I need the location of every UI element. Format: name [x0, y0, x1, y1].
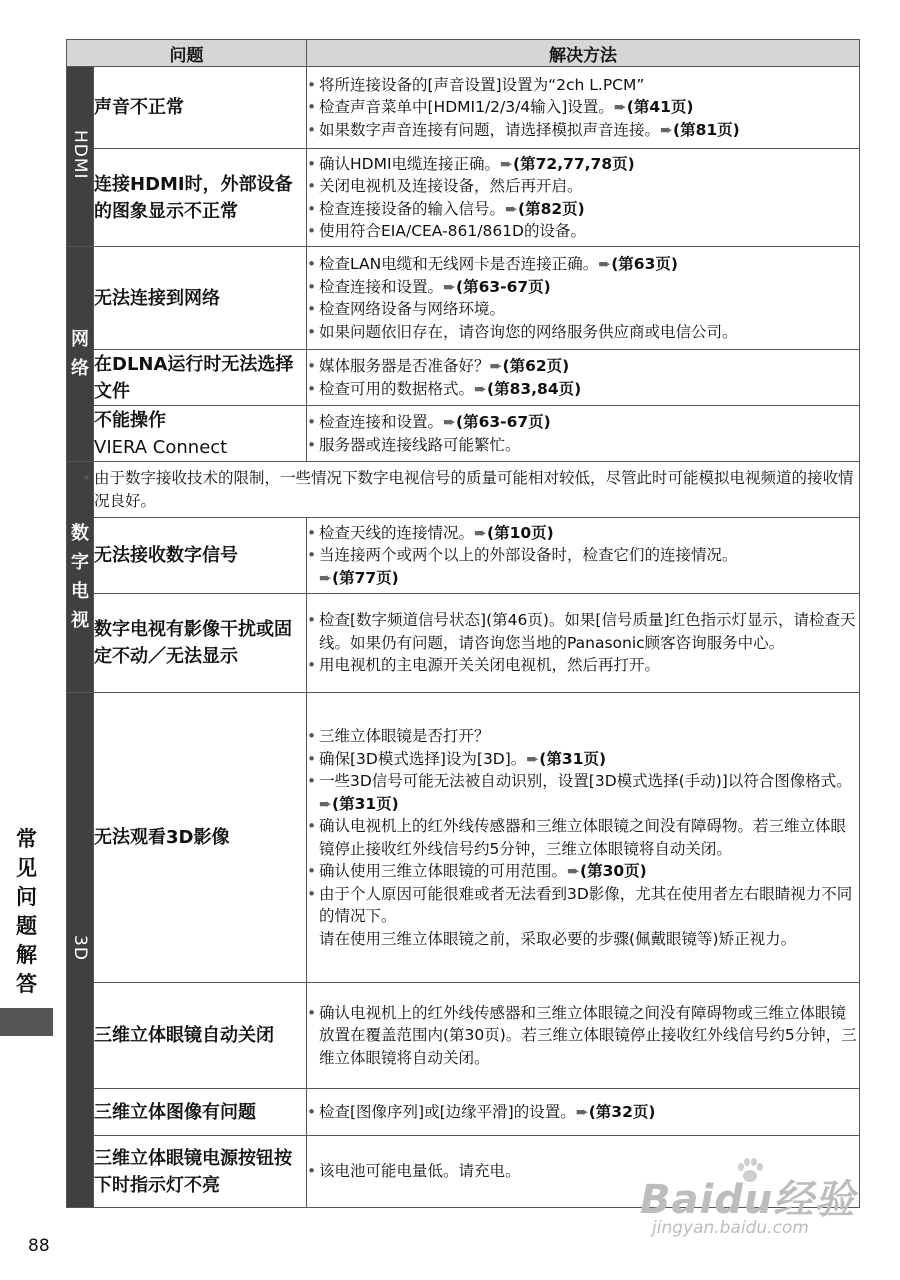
- watermark-logo: Baidu经验: [640, 1177, 856, 1223]
- solution-item: • 如果数字声音连接有问题，请选择模拟声音连接。➨(第81页): [307, 119, 859, 142]
- page-ref: (第81页): [673, 120, 740, 139]
- arrow-right-icon: ➨: [489, 357, 503, 375]
- arrow-right-icon: ➨: [505, 199, 519, 218]
- solution-item: • 检查[数字频道信号状态](第46页)。如果[信号质量]红色指示灯显示，请检查天线。如果仍有问题，请咨询您当地的Panasonic顾客咨询服务中心。: [307, 609, 859, 654]
- side-tab-label: 常 见 问 题 解 答: [16, 827, 37, 996]
- col-solution-header: 解决方法: [307, 40, 860, 67]
- solution-cell: [307, 67, 860, 149]
- table-row: [67, 1089, 860, 1136]
- arrow-right-icon: ➨: [443, 277, 457, 296]
- category-dtv: 数 字 电 视: [67, 462, 94, 693]
- page-ref: (第10页): [487, 523, 554, 542]
- arrow-right-icon: ➨: [319, 794, 332, 813]
- arrow-right-icon: ➨: [613, 98, 627, 117]
- problem-cell: 连接HDMI时，外部设备的图象显示不正常: [94, 149, 307, 247]
- table-row: [67, 350, 860, 406]
- faq-table: [66, 39, 860, 1208]
- table-row: [67, 462, 860, 518]
- solution-item: • 当连接两个或两个以上的外部设备时，检查它们的连接情况。 ➨(第77页): [307, 544, 859, 589]
- solution-cell: [307, 406, 860, 462]
- table-row: [67, 247, 860, 350]
- dtv-note: • 由于数字接收技术的限制，一些情况下数字电视信号的质量可能相对较低，尽管此时可能模拟电视频道的接收情况良好。: [94, 462, 860, 518]
- solution-item: • 由于个人原因可能很难或者无法看到3D影像，尤其在使用者左右眼睛视力不同的情况下。 请在使用三维立体眼镜之前，采取必要的步骤(佩戴眼镜等)矫正视力。: [307, 883, 859, 951]
- solution-item: • 检查连接和设置。➨(第63-67页): [307, 276, 859, 299]
- problem-cell: 三维立体图像有问题: [94, 1089, 307, 1136]
- page-ref: (第32页): [588, 1102, 656, 1121]
- solution-cell: [307, 594, 860, 693]
- problem-cell: 三维立体眼镜自动关闭: [94, 983, 307, 1089]
- solution-cell: [307, 983, 860, 1089]
- category-3d: 3D: [67, 693, 94, 1208]
- page-ref: (第77页): [332, 568, 399, 587]
- problem-cell: 无法连接到网络: [94, 247, 307, 350]
- arrow-right-icon: ➨: [474, 523, 488, 542]
- col-problem-header: 问题: [67, 40, 307, 67]
- side-tab-bar: [0, 1008, 53, 1036]
- solution-item: • 该电池可能电量低。请充电。: [307, 1160, 859, 1183]
- watermark: [640, 1160, 860, 1255]
- arrow-right-icon: ➨: [319, 568, 332, 587]
- solution-item: • 检查声音菜单中[HDMI1/2/3/4输入]设置。➨(第41页): [307, 96, 859, 119]
- solution-item: • 媒体服务器是否准备好？➨(第62页): [307, 355, 859, 378]
- solution-item: • 确认电视机上的红外线传感器和三维立体眼镜之间没有障碍物或三维立体眼镜放置在覆盖范围内(第30页)。若三维立体眼镜停止接收红外线信号约5分钟，三维立体眼镜将自动关闭。: [307, 1002, 859, 1070]
- page-ref: (第82页): [518, 199, 585, 218]
- page-ref: (第41页): [626, 98, 694, 117]
- arrow-right-icon: ➨: [598, 255, 612, 273]
- section-side-tab: [0, 825, 53, 1037]
- solution-cell: [307, 693, 860, 983]
- page-ref: (第63页): [611, 255, 678, 273]
- table-row: [67, 594, 860, 693]
- table-row: [67, 149, 860, 247]
- table-row: [67, 518, 860, 594]
- solution-item: • 服务器或连接线路可能繁忙。: [307, 434, 859, 457]
- page-number: 88: [28, 1236, 50, 1256]
- solution-item: • 检查连接和设置。➨(第63-67页): [307, 411, 859, 434]
- solution-cell: [307, 247, 860, 350]
- page-ref: (第83,84页): [487, 379, 582, 398]
- arrow-right-icon: ➨: [500, 154, 514, 173]
- solution-item: • 如果问题依旧存在，请咨询您的网络服务供应商或电信公司。: [307, 321, 859, 344]
- solution-item: • 检查天线的连接情况。➨(第10页): [307, 522, 859, 545]
- page-ref: (第30页): [580, 862, 647, 880]
- problem-cell: 数字电视有影像干扰或固定不动／无法显示: [94, 594, 307, 693]
- solution-item: • 确认使用三维立体眼镜的可用范围。➨(第30页): [307, 860, 859, 883]
- arrow-right-icon: ➨: [660, 120, 674, 139]
- problem-cell: 不能操作 VIERA Connect: [94, 406, 307, 462]
- solution-item: • 确认HDMI电缆连接正确。➨(第72,77,78页): [307, 153, 859, 176]
- solution-item: • 三维立体眼镜是否打开？: [307, 725, 859, 748]
- solution-item: • 用电视机的主电源开关关闭电视机，然后再打开。: [307, 654, 859, 677]
- solution-item: • 确保[3D模式选择]设为[3D]。➨(第31页): [307, 748, 859, 771]
- solution-cell: [307, 350, 860, 406]
- solution-item: • 检查网络设备与网络环境。: [307, 298, 859, 321]
- category-hdmi: HDMI: [67, 67, 94, 247]
- arrow-right-icon: ➨: [474, 379, 488, 398]
- solution-cell: [307, 1089, 860, 1136]
- problem-cell: 三维立体眼镜电源按钮按下时指示灯不亮: [94, 1136, 307, 1208]
- solution-cell: [307, 518, 860, 594]
- arrow-right-icon: ➨: [567, 862, 581, 880]
- solution-item: • 一些3D信号可能无法被自动识别，设置[3D模式选择(手动)]以符合图像格式。➨(第31页): [307, 770, 859, 815]
- solution-item: • 检查[图像序列]或[边缘平滑]的设置。➨(第32页): [307, 1101, 859, 1124]
- arrow-right-icon: ➨: [526, 749, 540, 768]
- solution-item: • 检查可用的数据格式。➨(第83,84页): [307, 378, 859, 401]
- solution-item: • 关闭电视机及连接设备，然后再开启。: [307, 175, 859, 198]
- solution-cell: [307, 149, 860, 247]
- watermark-url: jingyan.baidu.com: [652, 1218, 809, 1238]
- solution-item: • 检查连接设备的输入信号。➨(第82页): [307, 198, 859, 221]
- page-ref: (第31页): [539, 749, 607, 768]
- page-ref: (第62页): [502, 357, 570, 375]
- problem-cell: 在DLNA运行时无法选择文件: [94, 350, 307, 406]
- problem-cell: 无法接收数字信号: [94, 518, 307, 594]
- table-row: [67, 67, 860, 149]
- table-row: [67, 406, 860, 462]
- problem-cell: 声音不正常: [94, 67, 307, 149]
- arrow-right-icon: ➨: [575, 1102, 589, 1121]
- page-ref: (第31页): [332, 794, 399, 813]
- table-header-row: [67, 40, 860, 67]
- problem-cell: 无法观看3D影像: [94, 693, 307, 983]
- solution-item: • 使用符合EIA/CEA-861/861D的设备。: [307, 220, 859, 243]
- solution-item: • 检查LAN电缆和无线网卡是否连接正确。➨(第63页): [307, 253, 859, 276]
- table-row: [67, 983, 860, 1089]
- page-ref: (第72,77,78页): [513, 154, 635, 173]
- page-ref: (第63-67页): [456, 413, 551, 431]
- solution-item: • 将所连接设备的[声音设置]设置为“2ch L.PCM”: [307, 74, 859, 97]
- page-ref: (第63-67页): [456, 277, 551, 296]
- table-row: [67, 693, 860, 983]
- category-network: 网 络: [67, 247, 94, 462]
- arrow-right-icon: ➨: [443, 413, 457, 431]
- solution-item: • 确认电视机上的红外线传感器和三维立体眼镜之间没有障碍物。若三维立体眼镜停止接收红外线信号约5分钟，三维立体眼镜将自动关闭。: [307, 815, 859, 860]
